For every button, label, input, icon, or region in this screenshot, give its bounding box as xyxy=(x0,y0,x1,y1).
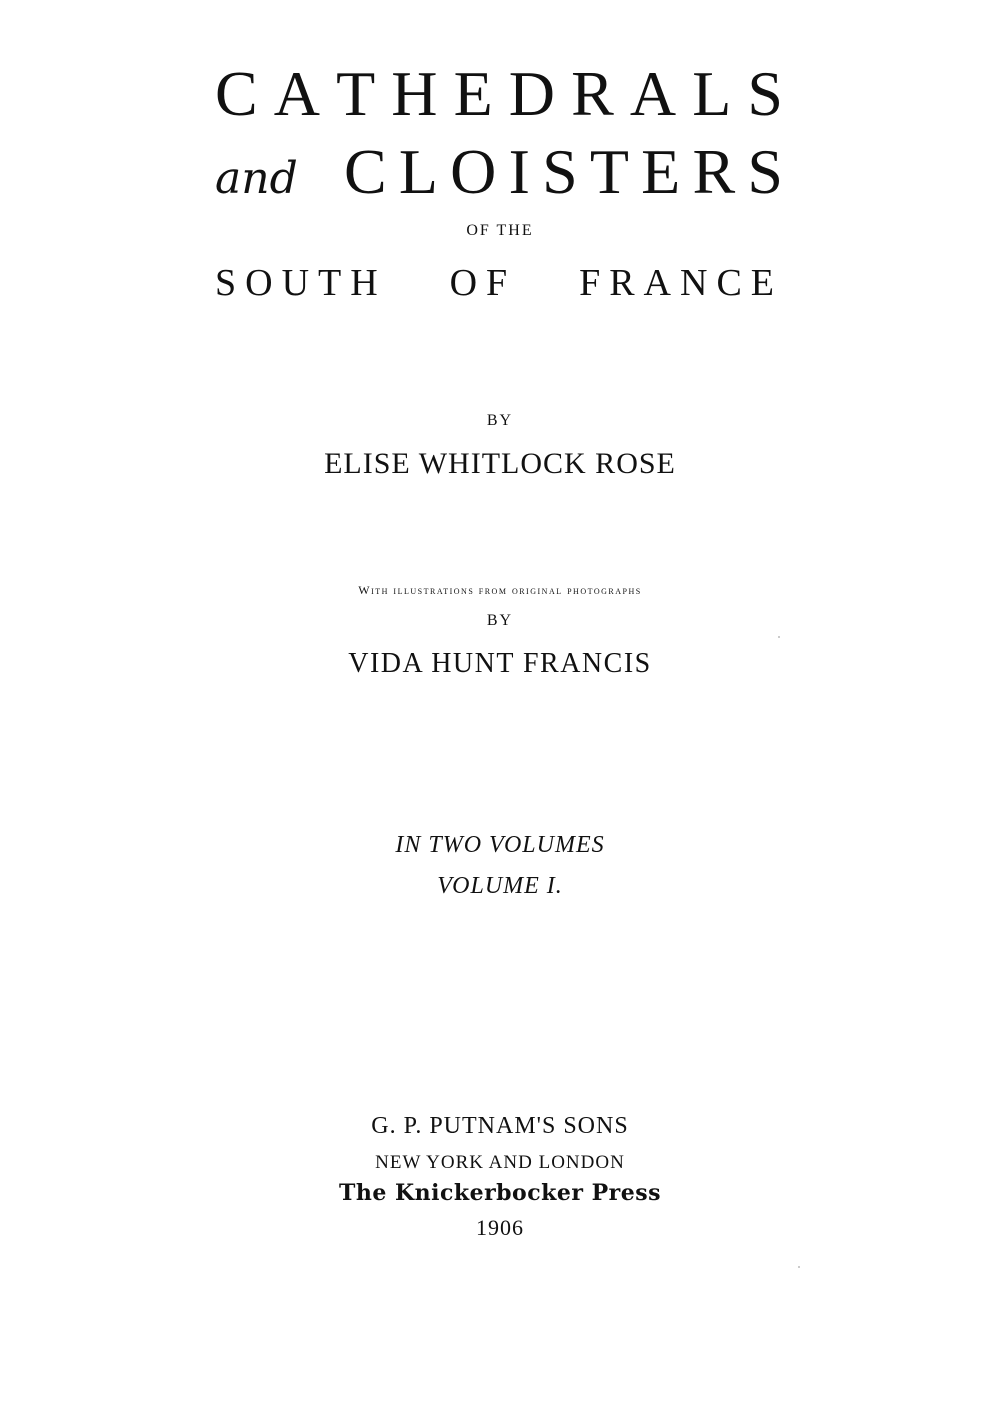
title-letter: A xyxy=(273,58,320,129)
title-letter: S xyxy=(747,136,783,207)
title-letter: E xyxy=(641,136,681,207)
title-letter: L xyxy=(398,136,438,207)
title-letter: S xyxy=(542,136,578,207)
photographer-name: VIDA HUNT FRANCIS xyxy=(348,648,652,679)
author-name: ELISE WHITLOCK ROSE xyxy=(324,447,676,480)
scan-speck xyxy=(798,1266,800,1268)
edition-volumes: IN TWO VOLUMES xyxy=(395,832,605,858)
title-letter: T xyxy=(589,136,629,207)
imprint-press: The Knickerbocker Press xyxy=(338,1180,662,1206)
title-letter: H xyxy=(391,58,438,129)
title-of-the: OF THE xyxy=(466,222,534,239)
imprint-year: 1906 xyxy=(476,1215,524,1240)
title-connector-and: and xyxy=(215,153,298,204)
title-letter: A xyxy=(629,58,677,129)
title-line-cathedrals xyxy=(215,58,783,129)
scan-speck xyxy=(778,636,780,638)
title-letter: R xyxy=(692,136,736,207)
title-letter: R xyxy=(571,58,614,129)
edition-volume: VOLUME I. xyxy=(437,873,563,899)
title-letter: L xyxy=(692,58,732,129)
title-line-south-of-france xyxy=(215,264,783,306)
title-letter: D xyxy=(508,58,555,129)
illustrations-lead: With illustrations from original photographs xyxy=(358,583,642,597)
imprint-publisher: G. P. PUTNAM'S SONS xyxy=(371,1113,629,1139)
title-letter: I xyxy=(508,136,530,207)
title-letter: T xyxy=(336,58,376,129)
title-letter: E xyxy=(453,58,493,129)
illustrations-by: BY xyxy=(486,612,514,629)
title-word: OF xyxy=(449,262,517,304)
title-word: SOUTH xyxy=(215,262,387,304)
title-letter: S xyxy=(747,58,783,129)
author-by: BY xyxy=(486,412,514,429)
imprint-place: NEW YORK AND LONDON xyxy=(375,1152,625,1173)
title-letter: O xyxy=(450,136,497,207)
title-word: FRANCE xyxy=(579,262,783,304)
title-letter: C xyxy=(343,136,387,207)
title-letter: C xyxy=(215,58,258,129)
title-line-cloisters xyxy=(215,136,783,207)
